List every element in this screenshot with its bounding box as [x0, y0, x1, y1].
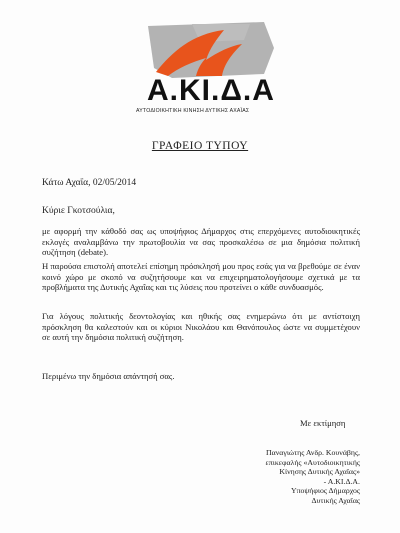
signature-line: επικεφαλής «Αυτοδιοικητικής — [265, 457, 360, 467]
paragraph-awaiting-reply: Περιμένω την δημόσια απάντησή σας. — [42, 371, 175, 381]
logo-subtitle: ΑΥΤΟΔΙΟΙΚΗΤΙΚΗ ΚΙΝΗΣΗ ΔΥΤΙΚΗΣ ΑΧΑΪΑΣ — [136, 108, 250, 114]
letter-dateline: Κάτω Αχαΐα, 02/05/2014 — [42, 178, 137, 188]
paragraph-official-invitation: Η παρούσα επιστολή αποτελεί επίσημη πρόσκλησή μου προς εσάς για να βρεθούμε σε έναν κοινό χώρο με σκοπό να συζητήσουμε και να επιχειρηματολογήσουμε σχετικά με τα προβλήματα της Δυτικής Αχαΐας και τις λύσεις που προτείνει ο κάθε συνδυασμός. — [42, 261, 360, 293]
paragraph-invitation-reason: με αφορμή την κάθοδό σας ως υποψήφιος Δήμαρχος στις επερχόμενες αυτοδιοικητικές εκλογές αναλαμβάνω την πρωτοβουλία να σας προσκαλέσω σε μια δημόσια πολιτική συζήτηση (debate). — [42, 226, 360, 258]
logo-title: Α.ΚΙ.Δ.Α — [147, 74, 275, 107]
signature-line: Δυτικής Αχαΐας — [311, 495, 360, 505]
signature-line: Υποψήφιος Δήμαρχος — [290, 486, 360, 496]
signature-line: Παναγιώτης Ανδρ. Κουνάβης, — [266, 448, 360, 457]
signature-line: Κίνησης Δυτικής Αχαΐας» — [279, 467, 360, 477]
press-office-heading: ΓΡΑΦΕΙΟ ΤΥΠΟΥ — [151, 140, 249, 152]
signature-block — [160, 448, 360, 506]
letter-greeting: Κύριε Γκοτσούλια, — [42, 206, 115, 216]
paragraph-other-candidates: Για λόγους πολιτικής δεοντολογίας και ηθικής σας ενημερώνω ότι με αντίστοιχη πρόσκληση θα καλεστούν και οι κύριοι Νικολάου και Θανόπουλος ώστε να συμμετέχουν σε αυτή την δημόσια πολιτική συζήτηση. — [42, 311, 360, 343]
letter-closing: Με εκτίμηση — [300, 418, 346, 428]
signature-line: - Α.ΚΙ.Δ.Α. — [323, 476, 360, 486]
